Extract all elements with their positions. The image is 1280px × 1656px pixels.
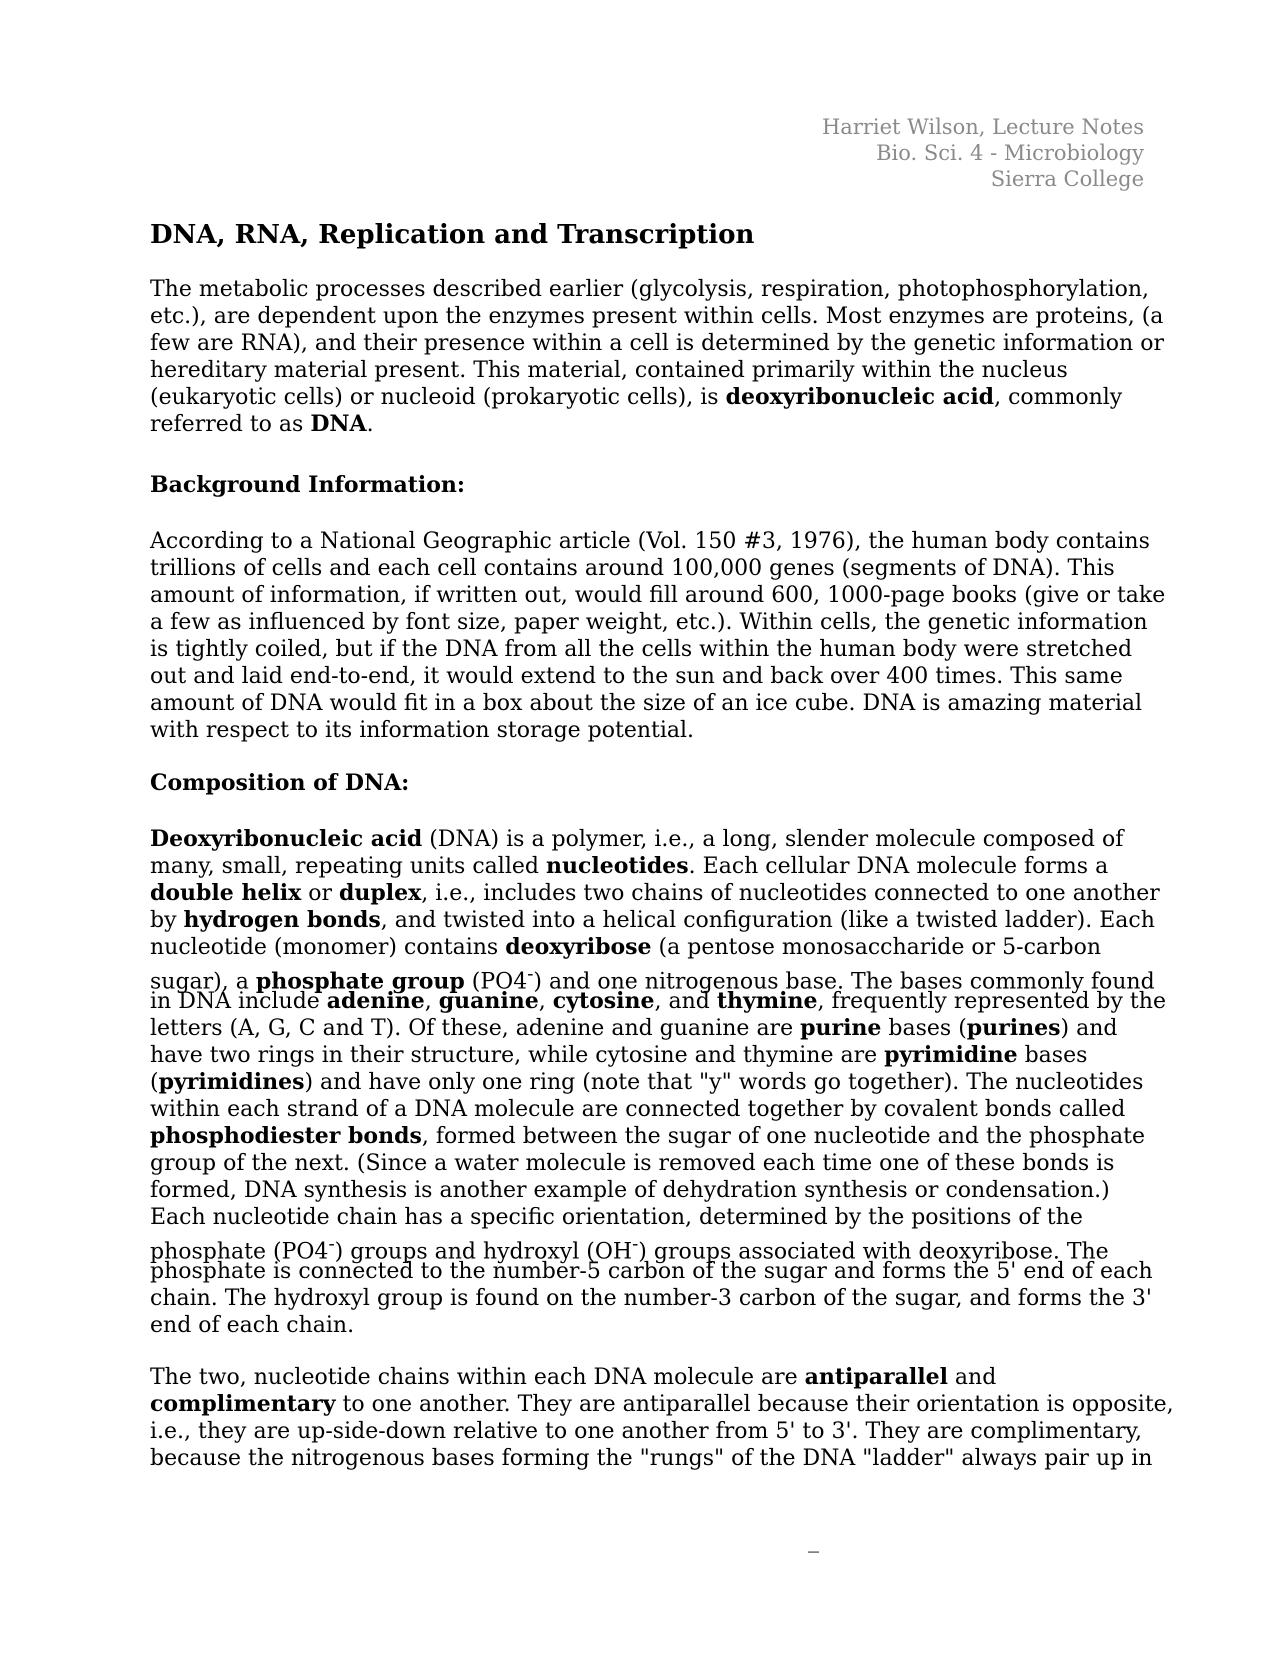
text-line: The two, nucleotide chains within each DNA molecule are antiparallel and: [150, 1364, 997, 1390]
term-bold: duplex: [339, 880, 422, 906]
intro-paragraph: [150, 276, 1164, 438]
text-line: have two rings in their structure, while cytosine and thymine are pyrimidine bases: [150, 1042, 1088, 1068]
text-line: end of each chain.: [150, 1313, 355, 1338]
text-line: amount of DNA would fit in a box about the size of an ice cube. DNA is amazing material: [150, 691, 1143, 716]
term-bold: purines: [966, 1015, 1061, 1041]
document-title: DNA, RNA, Replication and Transcription: [150, 220, 755, 250]
page-footer-mark: _: [808, 1528, 819, 1553]
text-line: phosphate is connected to the number-5 carbon of the sugar and forms the 5' end of each: [150, 1259, 1153, 1284]
text-line: with respect to its information storage potential.: [150, 718, 695, 743]
text-line: group of the next. (Since a water molecule is removed each time one of these bonds is: [150, 1151, 1115, 1176]
text-line: i.e., they are up-side-down relative to one another from 5' to 3'. They are complimentary,: [150, 1419, 1143, 1444]
header-course: Bio. Sci. 4 - Microbiology: [876, 141, 1144, 165]
term-bold: deoxyribose: [505, 934, 652, 960]
term-bold: DNA: [310, 411, 367, 437]
text-line: (eukaryotic cells) or nucleoid (prokaryotic cells), is deoxyribonucleic acid, commonly: [150, 384, 1123, 410]
background-paragraph: [150, 528, 1166, 744]
text-line: etc.), are dependent upon the enzymes present within cells. Most enzymes are proteins, (a: [150, 304, 1164, 329]
text-line: few are RNA), and their presence within a cell is determined by the genetic information or: [150, 331, 1164, 356]
text-line: by hydrogen bonds, and twisted into a helical configuration (like a twisted ladder). Each: [150, 907, 1155, 933]
term-bold: deoxyribonucleic acid: [725, 384, 995, 410]
header-author: Harriet Wilson, Lecture Notes: [821, 115, 1144, 139]
text-line: The metabolic processes described earlier (glycolysis, respiration, photophosphorylation,: [150, 277, 1150, 302]
text-line: phosphate (PO4-) groups and hydroxyl (OH-) groups associated with deoxyribose. The: [150, 1234, 1109, 1265]
text-line: a few as influenced by font size, paper weight, etc.). Within cells, the genetic information: [150, 610, 1148, 635]
text-line: within each strand of a DNA molecule are connected together by covalent bonds called: [150, 1097, 1126, 1122]
text-line: sugar), a phosphate group (PO4-) and one nitrogenous base. The bases commonly found: [150, 964, 1155, 995]
text-line: Each nucleotide chain has a specific orientation, determined by the positions of the: [150, 1205, 1083, 1230]
term-bold: phosphate group: [255, 968, 465, 995]
term-bold: adenine: [326, 988, 425, 1014]
text-line: nucleotide (monomer) contains deoxyribose (a pentose monosaccharide or 5-carbon: [150, 934, 1102, 960]
section-heading-composition: Composition of DNA:: [150, 770, 410, 796]
term-bold: pyrimidine: [884, 1042, 1018, 1068]
antiparallel-paragraph: [150, 1364, 1174, 1472]
text-line: referred to as DNA.: [150, 411, 374, 437]
header-institution: Sierra College: [990, 167, 1144, 191]
text-line: According to a National Geographic article (Vol. 150 #3, 1976), the human body contains: [150, 529, 1150, 554]
text-line: chain. The hydroxyl group is found on the number-3 carbon of the sugar, and forms the 3': [150, 1286, 1152, 1311]
composition-paragraph: [150, 826, 1166, 1339]
text-line: trillions of cells and each cell contains around 100,000 genes (segments of DNA). This: [150, 556, 1115, 581]
term-bold: guanine: [438, 988, 539, 1014]
page-header: [822, 114, 1144, 192]
term-bold: phosphodiester bonds: [150, 1123, 422, 1149]
text-line: hereditary material present. This material, contained primarily within the nucleus: [150, 358, 1068, 383]
term-bold: thymine: [716, 988, 818, 1014]
term-bold: Deoxyribonucleic acid: [150, 826, 423, 852]
text-line: out and laid end-to-end, it would extend to the sun and back over 400 times. This same: [150, 664, 1123, 689]
text-line: many, small, repeating units called nucleotides. Each cellular DNA molecule forms a: [150, 853, 1109, 879]
text-line: complimentary to one another. They are antiparallel because their orientation is opposite,: [150, 1391, 1174, 1417]
text-line: in DNA include adenine, guanine, cytosine, and thymine, frequently represented by the: [150, 988, 1166, 1014]
text-line: phosphodiester bonds, formed between the sugar of one nucleotide and the phosphate: [150, 1123, 1145, 1149]
term-bold: pyrimidines: [158, 1069, 305, 1095]
term-bold: hydrogen bonds: [183, 907, 381, 933]
text-line: (pyrimidines) and have only one ring (note that "y" words go together). The nucleotides: [150, 1069, 1144, 1095]
text-line: is tightly coiled, but if the DNA from all the cells within the human body were stretched: [150, 637, 1133, 662]
text-line: Deoxyribonucleic acid (DNA) is a polymer, i.e., a long, slender molecule composed of: [150, 826, 1124, 852]
text-line: formed, DNA synthesis is another example of dehydration synthesis or condensation.): [150, 1178, 1110, 1203]
term-bold: antiparallel: [804, 1364, 948, 1390]
text-line: because the nitrogenous bases forming the "rungs" of the DNA "ladder" always pair up in: [150, 1446, 1153, 1471]
text-line: double helix or duplex, i.e., includes two chains of nucleotides connected to one another: [150, 880, 1160, 906]
section-heading-background: Background Information:: [150, 472, 466, 498]
text-line: letters (A, G, C and T). Of these, adenine and guanine are purine bases (purines) and: [150, 1015, 1118, 1041]
term-bold: nucleotides: [545, 853, 689, 879]
term-bold: double helix: [150, 880, 302, 906]
text-line: amount of information, if written out, would fill around 600, 1000-page books (give or take: [150, 583, 1166, 608]
term-bold: complimentary: [150, 1391, 336, 1417]
term-bold: cytosine: [552, 988, 655, 1014]
term-bold: purine: [800, 1015, 882, 1041]
